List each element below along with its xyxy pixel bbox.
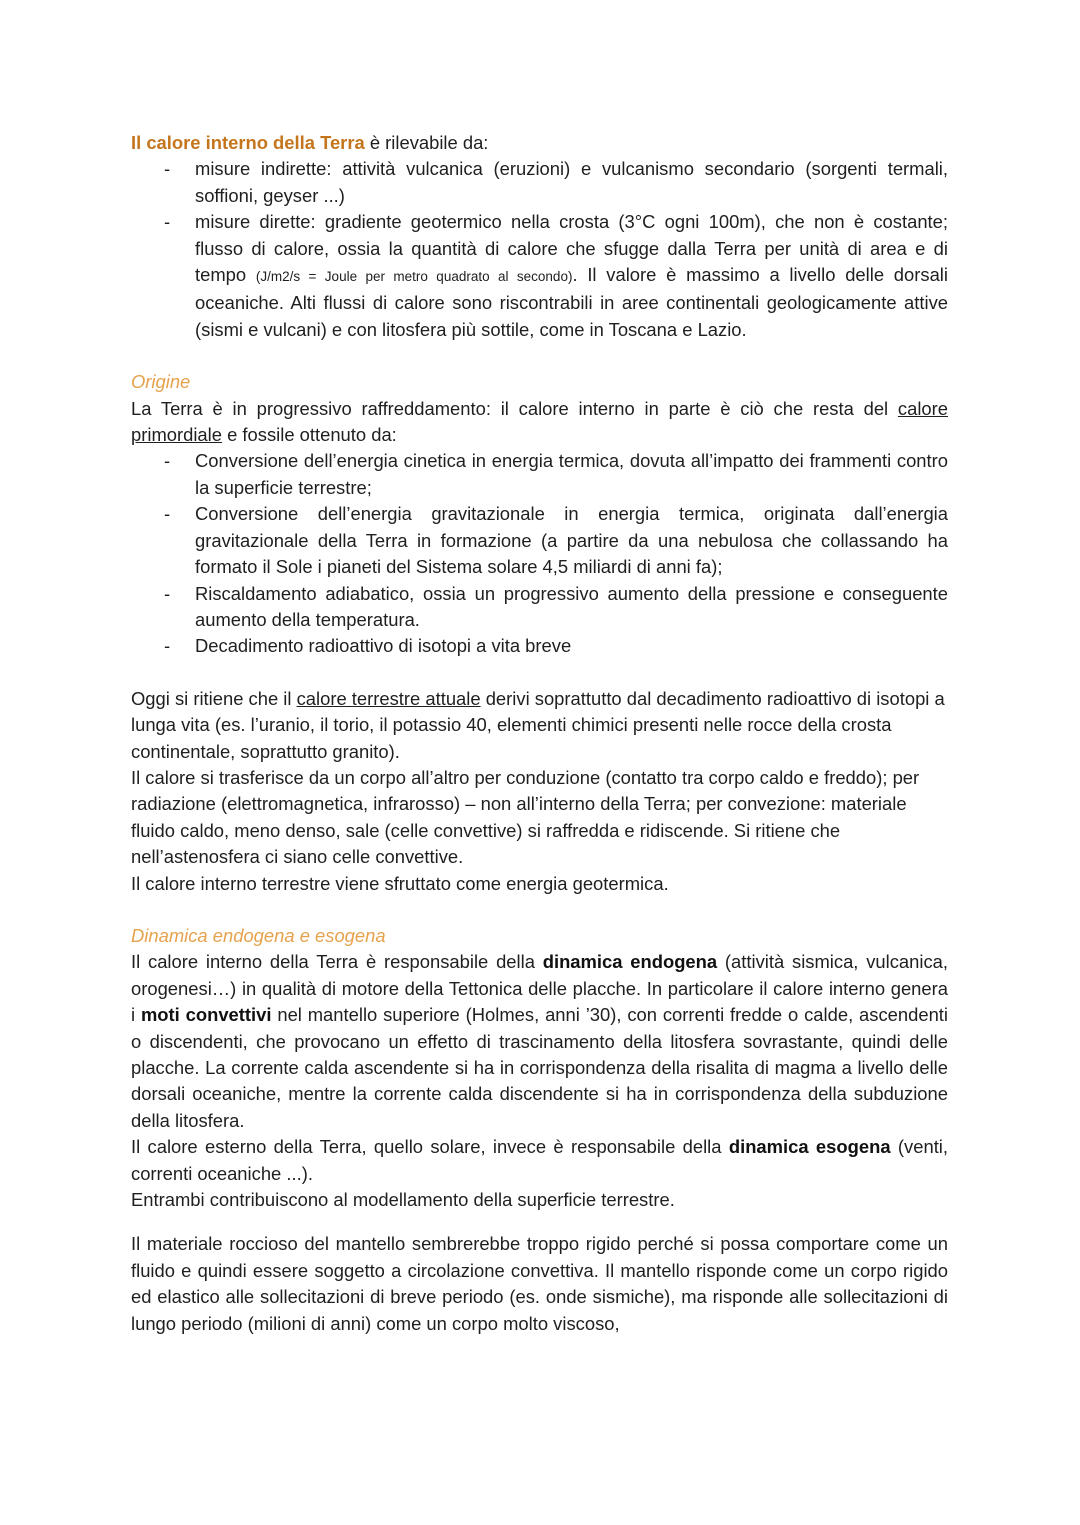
origine-paragraph bbox=[131, 396, 948, 449]
list-item: - Conversione dell’energia gravitazionale in energia termica, originata dall’energia gravitazionale della Terra in formazione (a partire da una nebulosa che collassando ha formato il Sole i pianeti del Sistema solare 4,5 miliardi di anni fa); bbox=[195, 501, 948, 580]
list-item: - Riscaldamento adiabatico, ossia un progressivo aumento della pressione e conseguente aumento della temperatura. bbox=[195, 581, 948, 634]
text-span: nel mantello superiore (Holmes, anni ’30), con correnti fredde o calde, ascendenti o discendenti, che provocano un effetto di trascinamento della litosfera sovrastante, quindi delle placche. La corrente calda ascendente si ha in corrispondenza della risalita di magma a livello delle dorsali oceaniche, mentre la corrente calda discendente si ha in corrispondenza della subduzione della litosfera. bbox=[131, 1004, 948, 1131]
dinamica-paragraph-1 bbox=[131, 949, 948, 1134]
mantello-paragraph: Il materiale roccioso del mantello sembrerebbe troppo rigido perché si possa comportare come un fluido e quindi essere soggetto a circolazione convettiva. Il mantello risponde come un corpo rigido ed elastico alle sollecitazioni di breve periodo (es. onde sismiche), ma risponde alle sollecitazioni di lungo periodo (milioni di anni) come un corpo molto viscoso, bbox=[131, 1233, 948, 1334]
text-span: Il calore esterno della Terra, quello solare, invece è responsabile della bbox=[131, 1136, 729, 1158]
text-span: (attività sismica, vulcanica, orogenesi…) in qualità di motore della Tettonica delle placche. In particolare il calore interno genera i bbox=[131, 951, 949, 1026]
text-span: (venti, correnti oceaniche ...). bbox=[131, 1136, 948, 1184]
underlined-term: calore primordiale bbox=[131, 397, 948, 446]
text-span: e fossile ottenuto da: bbox=[221, 424, 397, 446]
calore-paragraph-1 bbox=[131, 686, 948, 765]
list-item: - Decadimento radioattivo di isotopi a vita breve bbox=[195, 633, 948, 659]
list-item bbox=[195, 156, 948, 209]
list-item-text: misure dirette: gradiente geotermico nella crosta (3°C ogni 100m), che non è costante; flusso di calore, ossia la quantità di calore che sfugge dalla Terra per unità di area e di tempo bbox=[195, 211, 948, 286]
text-span: derivi soprattutto dal decadimento radioattivo di isotopi a lunga vita (es. l’uranio, il torio, il potassio 40, elementi chimici presenti nelle rocce della crosta continentale, soprattutto granito). bbox=[131, 687, 945, 762]
list-item-text: misure indirette: attività vulcanica (eruzioni) e vulcanismo secondario (sorgenti termali, soffioni, geyser ...) bbox=[195, 158, 948, 206]
bold-term: dinamica esogena bbox=[728, 1136, 891, 1158]
list-item: - Conversione dell’energia cinetica in energia termica, dovuta all’impatto dei frammenti contro la superficie terrestre; bbox=[195, 448, 948, 501]
list-item-text: . Il valore è massimo a livello delle dorsali oceaniche. Alti flussi di calore sono riscontrabili in aree continentali geologicamente attive (sismi e vulcani) e con litosfera più sottile, come in Toscana e Lazio. bbox=[195, 264, 948, 340]
intro-list bbox=[131, 156, 948, 343]
calore-paragraph-2: Il calore si trasferisce da un corpo all’altro per conduzione (contatto tra corpo caldo e freddo); per radiazione (elettromagnetica, infrarosso) – non all’interno della Terra; per convezione: materiale fluido caldo, meno denso, sale (celle convettive) si raffredda e ridiscende. Si ritiene che nell’astenosfera ci siano celle convettive. bbox=[131, 766, 920, 868]
dinamica-paragraph-3: Entrambi contribuiscono al modellamento della superficie terrestre. bbox=[131, 1189, 675, 1211]
text-span: Il calore interno della Terra è responsabile della bbox=[131, 951, 543, 973]
list-item bbox=[195, 209, 948, 343]
calore-paragraph-3: Il calore interno terrestre viene sfruttato come energia geotermica. bbox=[131, 872, 669, 894]
bold-term: moti convettivi bbox=[140, 1004, 272, 1026]
section-heading-dinamica: Dinamica endogena e esogena bbox=[131, 924, 386, 946]
origine-list bbox=[131, 448, 948, 659]
units-note: (J/m2/s = Joule per metro quadrato al secondo) bbox=[255, 269, 573, 285]
intro-paragraph bbox=[131, 130, 948, 156]
intro-title: Il calore interno della Terra bbox=[131, 132, 365, 153]
section-heading-origine: Origine bbox=[131, 371, 191, 393]
text-span: Oggi si ritiene che il bbox=[131, 687, 297, 709]
underlined-term: calore terrestre attuale bbox=[296, 687, 481, 709]
intro-rest: è rilevabile da: bbox=[364, 132, 489, 153]
dinamica-paragraph-2 bbox=[131, 1134, 948, 1187]
bold-term: dinamica endogena bbox=[542, 951, 718, 973]
text-span: La Terra è in progressivo raffreddamento: il calore interno in parte è ciò che resta del bbox=[131, 397, 898, 419]
